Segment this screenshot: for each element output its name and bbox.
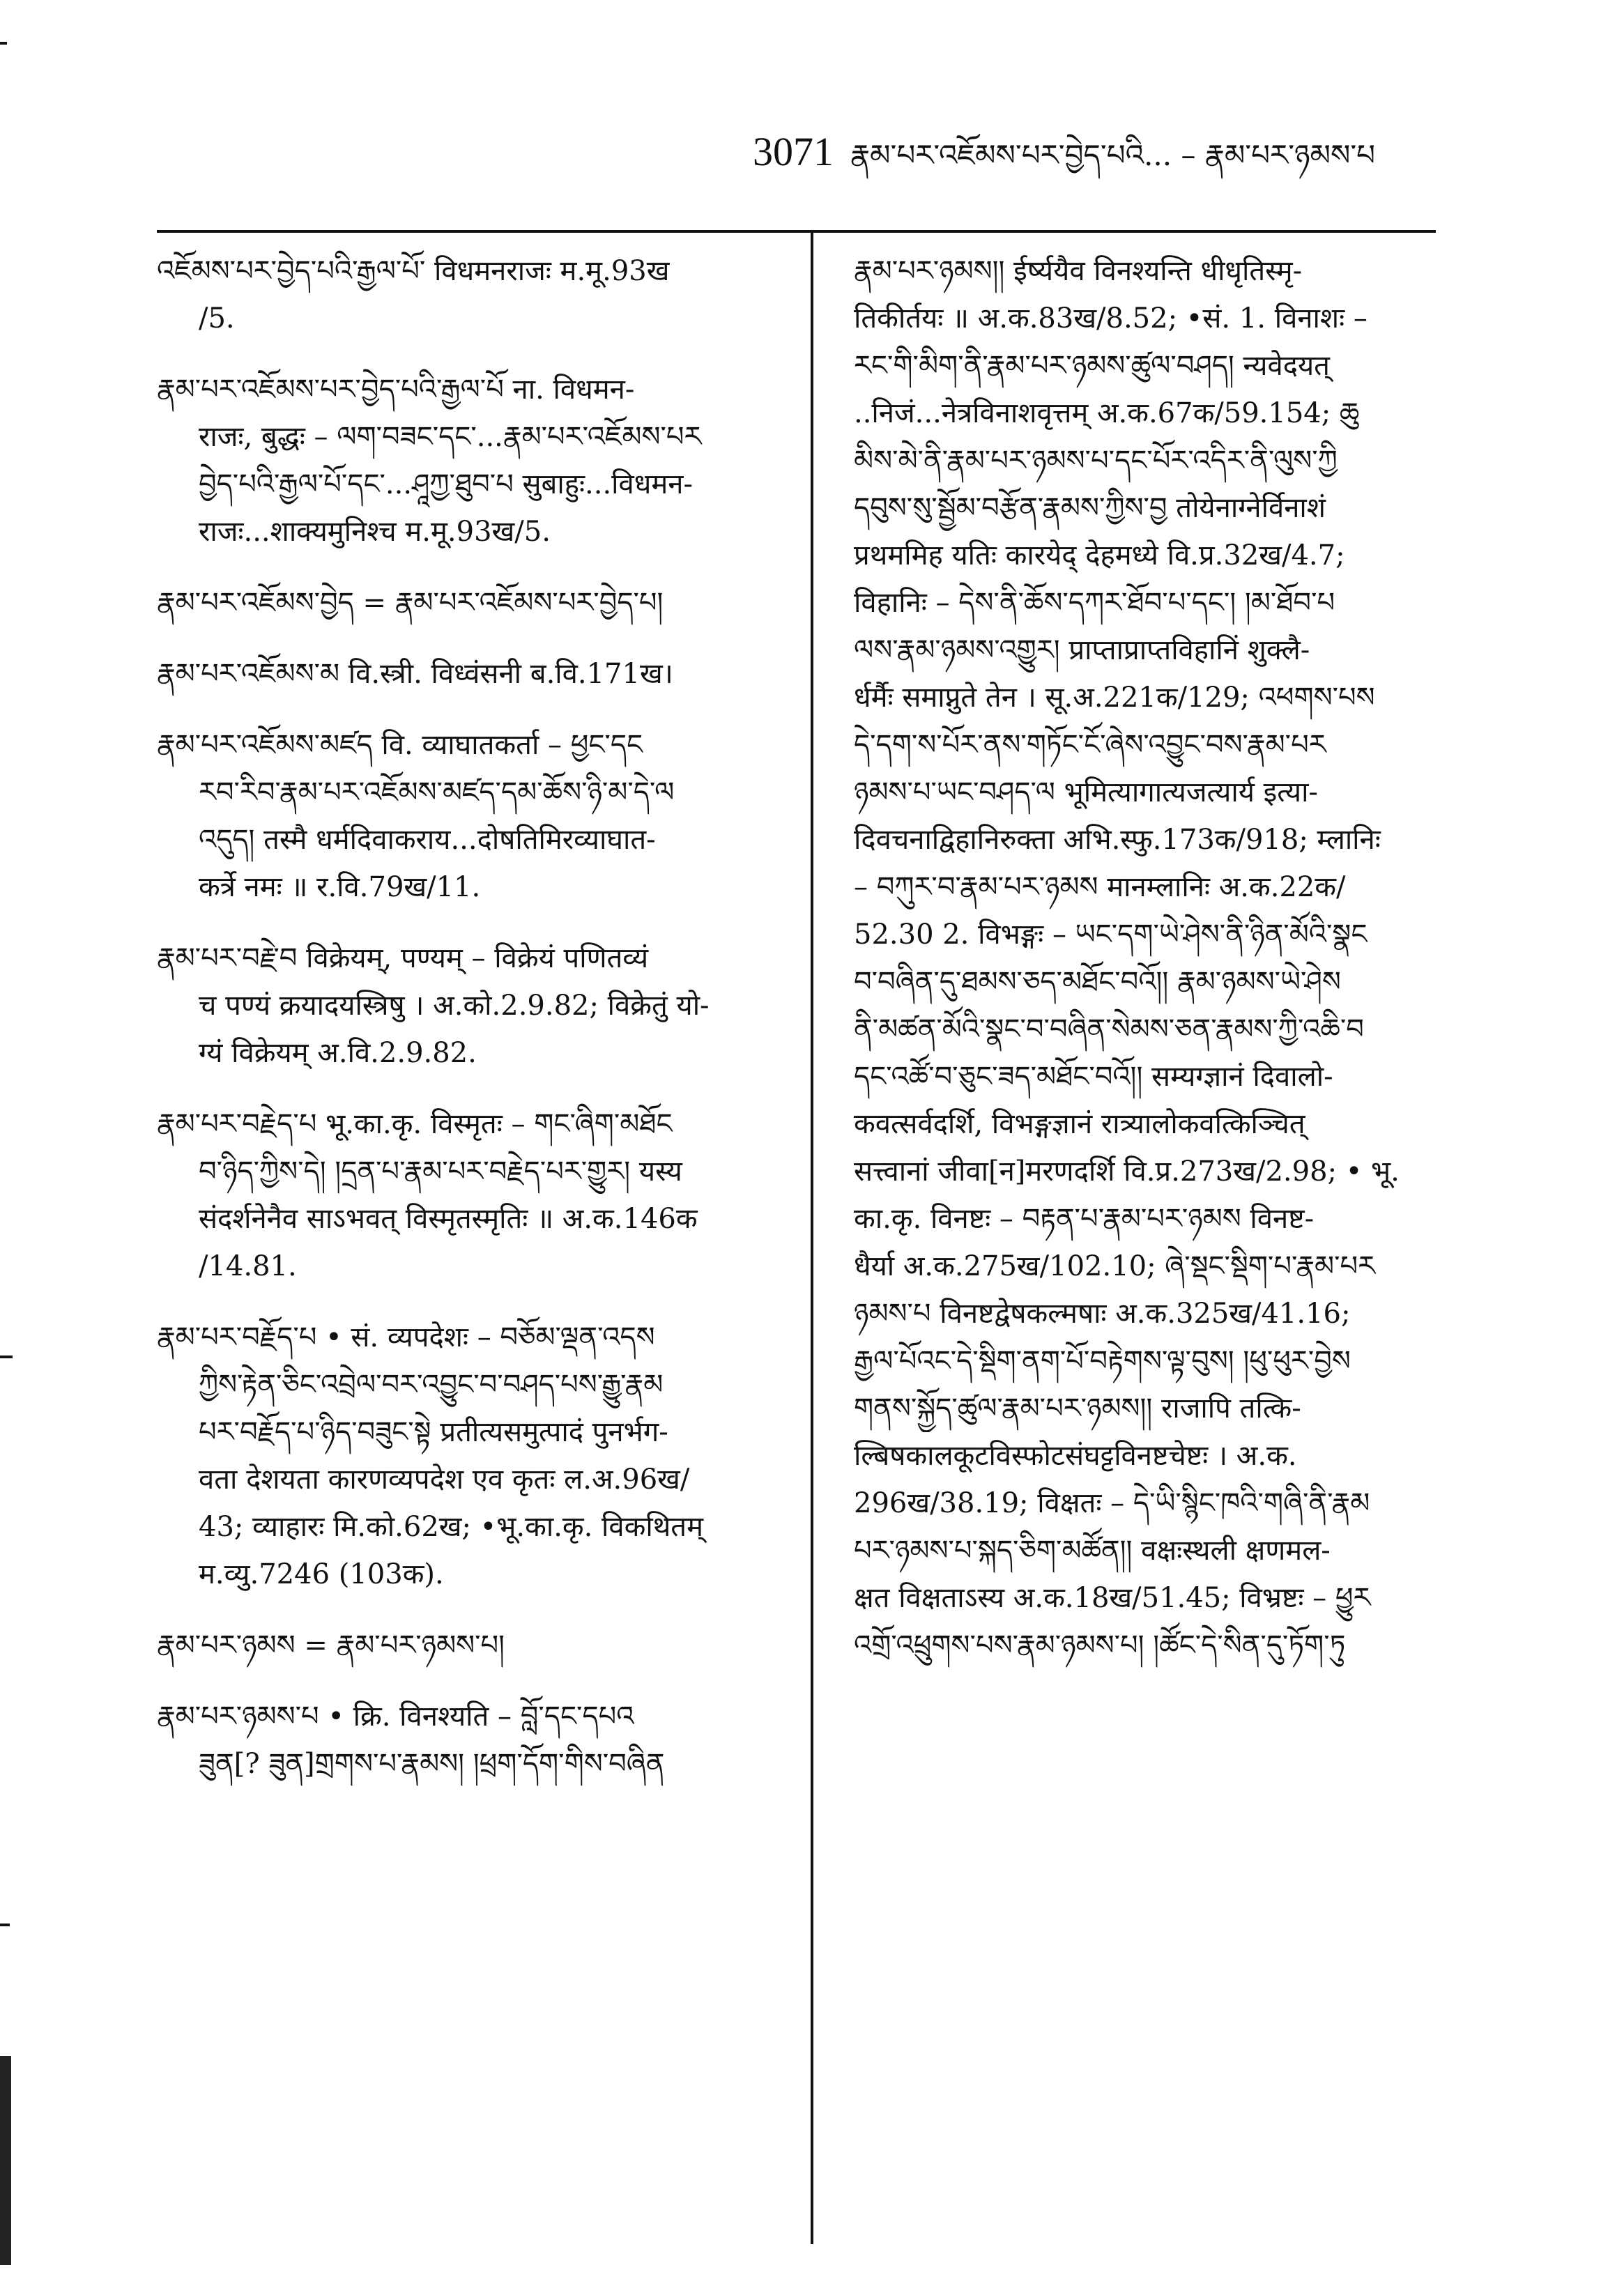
entry-line: म.व्यु.7246 (103क). (199, 1558, 444, 1590)
dictionary-entry (157, 1622, 784, 1669)
entry-line: དེ་དག་ས་པོར་ནས་གཏོང་ངོ་ཞེས་འབྱུང་བས་རྣམ་པར (854, 729, 1326, 761)
entry-line: ल्बिषकालकूटविस्फोटसंघट्टविनष्टचेष्टः । अ.क. (854, 1440, 1297, 1472)
entry-line: 52.30 2. विभङ्गः – ཡང་དག་ཡེ་ཤེས་ནི་ཉིན་མོའི་སྣང (854, 919, 1368, 951)
entry-line: कवत्सर्वदर्शि, विभङ्गज्ञानं रात्र्यालोकवत्किञ्चित् (854, 1108, 1305, 1140)
entry-line: བ་ཉིད་ཀྱིས་དེ། །དྲན་པ་རྣམ་པར་བརྗེད་པར་གྱུར། यस्य (199, 1155, 682, 1188)
entry-line: རྒྱལ་པོའང་དེ་སྡིག་ནག་པོ་བརྟེགས་ལྟ་བུས། །ཕུ་ཕུར་བྱེས (854, 1345, 1351, 1377)
entry-line: र्धर्मैः समाप्नुते तेन । सू.अ.221क/129; འཕགས་པས (854, 682, 1375, 714)
entry-line: च पण्यं क्रयादयस्त्रिषु । अ.को.2.9.82; विक्रेतुं यो- (199, 990, 710, 1022)
entry-line: རྣམ་པར་ཉམས།། ईर्ष्ययैव विनश्यन्ति धीधृतिस्मृ- (854, 255, 1303, 287)
entry-line: दिवचनाद्विहानिरुक्ता अभि.स्फु.173क/918; म्लानिः (854, 824, 1381, 856)
entry-line: धैर्या अ.क.275ख/102.10; ཞེ་སྡང་སྡིག་པ་རྣམ་པར (854, 1250, 1376, 1282)
margin-mark (0, 1356, 13, 1358)
entry-line: क्षत विक्षताऽस्य अ.क.18ख/51.45; विभ्रष्टः – ཕྱུར (854, 1582, 1371, 1614)
margin-mark (0, 1924, 10, 1926)
page-header (753, 122, 1450, 178)
entry-line: གནས་སྐྱོད་ཚུལ་རྣམ་པར་ཉམས།། राजापि तत्कि- (854, 1392, 1301, 1425)
entry-line: རྣམ་པར་འཇོམས་མཛད वि. व्याघातकर्ता – ཕྱང་དང (157, 729, 643, 761)
page-number: 3071 (753, 129, 834, 174)
entry-line: རབ་རིབ་རྣམ་པར་འཇོམས་མཛད་དམ་ཆོས་ཉི་མ་དེ་ལ (199, 776, 675, 808)
entry-line: /14.81. (199, 1250, 297, 1282)
scan-edge-shadow (0, 2056, 11, 2265)
entry-line: का.कृ. विनष्टः – བརྟན་པ་རྣམ་པར་ཉམས विनष्ट- (854, 1203, 1315, 1235)
entry-line: तिकीर्तयः ॥ अ.क.83ख/8.52; •सं. 1. विनाशः – (854, 302, 1368, 335)
entry-line: དང་འཚོ་བ་ཅུང་ཟད་མཐོང་བའོ།། सम्यग्ज्ञानं दिवालो- (854, 1061, 1333, 1093)
entry-line: ནི་མཚན་མོའི་སྣང་བ་བཞིན་སེམས་ཅན་རྣམས་ཀྱི་འཆི་བ (854, 1013, 1364, 1045)
entry-line: ཉམས་པ विनष्टद्वेषकल्मषाः अ.क.325ख/41.16; (854, 1298, 1351, 1330)
running-title: རྣམ་པར་འཇོམས་པར་བྱེད་པའི... – རྣམ་པར་ཉམས་པ (850, 138, 1376, 172)
entry-line: राजः, बुद्धः – ལག་བཟང་དང་...རྣམ་པར་འཇོམས་པར (199, 421, 702, 453)
right-column (854, 247, 1439, 1669)
entry-line: རྣམ་པར་བརྗེད་པ भू.का.कृ. विस्मृतः – གང་ཞིག་མཐོང (157, 1108, 673, 1140)
entry-line: འཇོམས་པར་བྱེད་པའི་རྒྱལ་པོ་ विधमनराजः म.मू.93ख (157, 255, 670, 287)
entry-line: विहानिः – དེས་ནི་ཆོས་དཀར་ཐོབ་པ་དང་། །མ་ཐོབ་པ (854, 587, 1335, 619)
entry-line: राजः...शाक्यमुनिश्च म.मू.93ख/5. (199, 516, 551, 548)
entry-line: ..निजं...नेत्रविनाशवृत्तम् अ.क.67क/59.154; ཆུ (854, 397, 1360, 429)
entry-line: /5. (199, 302, 235, 335)
entry-line: རང་གི་མིག་ནི་རྣམ་པར་ཉམས་ཚུལ་བཤད། न्यवेदयत् (854, 350, 1330, 382)
entry-line: सत्त्वानां जीवा[न]मरणदर्शि वि.प्र.273ख/2.98; • भू. (854, 1155, 1400, 1188)
entry-line: འདུད། तस्मै धर्मदिवाकराय...दोषतिमिरव्याघात- (199, 824, 656, 856)
entry-line: प्रथममिह यतिः कारयेद् देहमध्ये वि.प्र.32ख/4.7; (854, 539, 1345, 571)
entry-line: ལས་རྣམ་ཉམས་འགྱུར། प्राप्ताप्राप्तविहानिं शुक्लै- (854, 634, 1310, 666)
entry-line: 43; व्याहारः मि.को.62ख; •भू.का.कृ. विकथितम् (199, 1511, 704, 1543)
entry-line: པར་བརྗོད་པ་ཉིད་བཟུང་སྟེ प्रतीत्यसमुत्पादं पुनर्भग- (199, 1416, 668, 1448)
entry-line: བྱེད་པའི་རྒྱལ་པོ་དང་...ཤཱཀྱ་ཐུབ་པ सुबाहुः...विधमन- (199, 468, 693, 500)
dictionary-entry (157, 579, 784, 627)
entry-line: ཉམས་པ་ཡང་བཤད་ལ भूमित्यागात्यजत्यार्य इत्या- (854, 776, 1318, 808)
dictionary-entry (157, 721, 784, 911)
entry-line: རྣམ་པར་འཇོམས་མ वि.स्त्री. विध्वंसनी ब.वि.171ख। (157, 658, 673, 690)
entry-line: – བཀུར་བ་རྣམ་པར་ཉམས मानम्लानिः अ.क.22क/ (854, 871, 1346, 903)
entry-line: པར་ཉམས་པ་སྐད་ཅིག་མཚོན།། वक्षःस्थली क्षणमल- (854, 1535, 1331, 1567)
entry-line: བ་བཞིན་དུ་ཐམས་ཅད་མཐོང་བའོ།། རྣམ་ཉམས་ཡེ་ཤེས (854, 966, 1341, 998)
entry-line: རྣམ་པར་འཇོམས་པར་བྱེད་པའི་རྒྱལ་པོ ना. विधमन- (157, 374, 635, 406)
dictionary-entry (157, 935, 784, 1077)
column-divider (811, 230, 813, 2244)
entry-line: संदर्शनेनैव साऽभवत् विस्मृतस्मृतिः ॥ अ.क.146क (199, 1203, 698, 1235)
dictionary-entry (157, 1314, 784, 1598)
entry-line: འགྲོ་འཕྲུགས་པས་རྣམ་ཉམས་པ། །ཚོང་དེ་སིན་དུ་ཏོག་ཏུ (854, 1629, 1346, 1661)
left-column (157, 247, 784, 1811)
entry-line: རྣམ་པར་བརྗེ་བ विक्रेयम्, पण्यम् – विक्रेयं पणितव्यं (157, 942, 649, 974)
dictionary-entry (157, 1100, 784, 1290)
margin-mark (0, 42, 7, 45)
entry-line: ཀྱིས་རྟེན་ཅིང་འབྲེལ་བར་འབྱུང་བ་བཤད་པས་རྒྱུ་རྣམ (199, 1369, 664, 1401)
header-rule (157, 230, 1436, 233)
dictionary-entry (157, 650, 784, 698)
dictionary-entry (157, 1693, 784, 1788)
entry-line: རྣམ་པར་ཉམས་པ • क्रि. विनश्यति – བློ་དང་དཔའ (157, 1700, 634, 1733)
entry-line: वता देशयता कारणव्यपदेश एव कृतः ल.अ.96ख/ (199, 1464, 690, 1496)
entry-line: རྣམ་པར་ཉམས = རྣམ་པར་ཉམས་པ། (157, 1629, 505, 1661)
entry-line: ग्यं विक्रेयम् अ.वि.2.9.82. (199, 1037, 477, 1069)
entry-line: 296ख/38.19; विक्षतः – དེ་ཡི་སྙིང་ཁའི་གཞི་ནི་རྣམ (854, 1487, 1370, 1519)
entry-line: कर्त्रे नमः ॥ र.वि.79ख/11. (199, 871, 481, 903)
entry-line: མིས་མེ་ནི་རྣམ་པར་ཉམས་པ་དང་པོར་འདིར་ནི་ལུས་ཀྱི (854, 445, 1338, 477)
dictionary-entry (157, 366, 784, 555)
dictionary-entry (157, 247, 784, 342)
entry-line: རྣམ་པར་འཇོམས་བྱེད = རྣམ་པར་འཇོམས་པར་བྱེད་པ། (157, 587, 664, 619)
entry-line: དབུས་སུ་སྦྱོམ་བརྩོན་རྣམས་ཀྱིས་བྱ तोयेनाग्नेर्विनाशं (854, 492, 1326, 524)
entry-line: ཟུན[? ཟུན]གྲགས་པ་རྣམས། །ཕྲག་དོག་གིས་བཞིན (199, 1748, 665, 1780)
entry-line: རྣམ་པར་བརྗོད་པ • सं. व्यपदेशः – བཅོམ་ལྡན་འདས (157, 1321, 655, 1353)
